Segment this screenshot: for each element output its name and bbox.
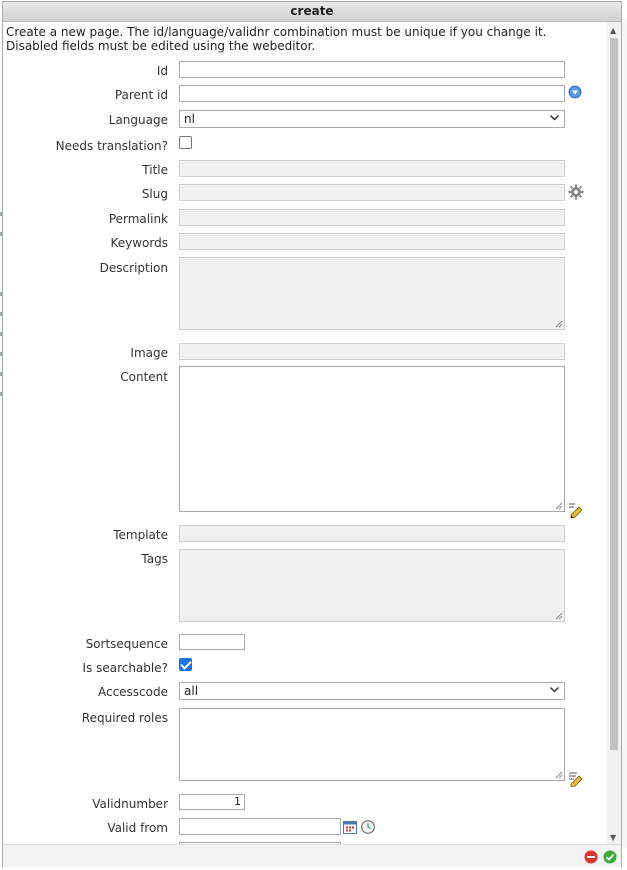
id-input[interactable] [179, 61, 565, 78]
background-right-strip [622, 18, 627, 848]
required-roles-textarea[interactable] [179, 708, 565, 781]
title-label: Title [142, 163, 168, 177]
accesscode-value: all [184, 684, 199, 698]
cancel-icon[interactable] [584, 850, 598, 867]
tags-textarea [179, 549, 565, 622]
description-label: Description [99, 261, 168, 275]
description-textarea [179, 257, 565, 330]
validnumber-input[interactable]: 1 [179, 794, 245, 810]
needs-translation-checkbox[interactable] [179, 136, 192, 149]
keywords-label: Keywords [110, 236, 168, 250]
language-value: nl [184, 112, 195, 126]
scrollbar-thumb[interactable] [610, 38, 618, 750]
clock-icon[interactable] [361, 820, 375, 837]
valid-from-label: Valid from [107, 821, 168, 835]
dialog-title: create [290, 4, 334, 18]
is-searchable-checkbox[interactable] [179, 658, 192, 671]
sortsequence-label: Sortsequence [85, 637, 168, 651]
resize-grip-icon[interactable] [555, 612, 563, 620]
intro-text: Create a new page. The id/language/validnr combination must be unique if you change it. Disabled fields must be edited using the webeditor. [6, 25, 547, 53]
chevron-down-icon [549, 112, 560, 128]
accesscode-label: Accesscode [97, 685, 168, 699]
tags-label: Tags [141, 552, 168, 566]
resize-grip-icon[interactable] [555, 771, 563, 779]
confirm-icon[interactable] [603, 850, 617, 867]
language-label: Language [108, 113, 168, 127]
accesscode-select[interactable] [179, 682, 565, 700]
resize-grip-icon[interactable] [555, 320, 563, 328]
parent-id-label: Parent id [114, 88, 168, 102]
dialog-content [3, 22, 606, 844]
content-textarea[interactable] [179, 366, 565, 512]
image-label: Image [130, 346, 168, 360]
language-select[interactable] [179, 110, 565, 128]
create-page-dialog [2, 1, 622, 867]
needs-translation-label: Needs translation? [55, 139, 168, 153]
content-label: Content [120, 370, 168, 384]
sortsequence-input[interactable] [179, 634, 245, 650]
dialog-scrollbar[interactable] [607, 22, 621, 844]
validnumber-label: Validnumber [92, 797, 168, 811]
calendar-icon[interactable] [343, 820, 357, 837]
scroll-up-icon[interactable]: ▲ [610, 26, 617, 35]
gear-icon[interactable] [568, 184, 584, 203]
edit-list-icon[interactable] [568, 771, 584, 790]
parent-id-input[interactable] [179, 85, 565, 102]
required-roles-label: Required roles [81, 711, 168, 725]
keywords-input [179, 233, 565, 250]
title-input [179, 160, 565, 177]
slug-label: Slug [141, 187, 168, 201]
scroll-down-icon[interactable]: ▼ [610, 833, 617, 842]
permalink-input [179, 209, 565, 226]
dialog-footer [3, 844, 621, 867]
template-input [179, 525, 565, 542]
resize-grip-icon[interactable] [555, 502, 563, 510]
image-input [179, 343, 565, 360]
permalink-label: Permalink [108, 212, 168, 226]
edit-pencil-icon[interactable] [568, 502, 584, 521]
dropdown-circle-icon[interactable] [568, 85, 582, 102]
template-label: Template [113, 528, 168, 542]
is-searchable-label: Is searchable? [82, 661, 168, 675]
chevron-down-icon [549, 684, 560, 700]
valid-from-input[interactable] [179, 818, 341, 835]
slug-input [179, 184, 565, 201]
id-label: Id [156, 64, 168, 78]
dialog-titlebar[interactable] [3, 2, 621, 22]
